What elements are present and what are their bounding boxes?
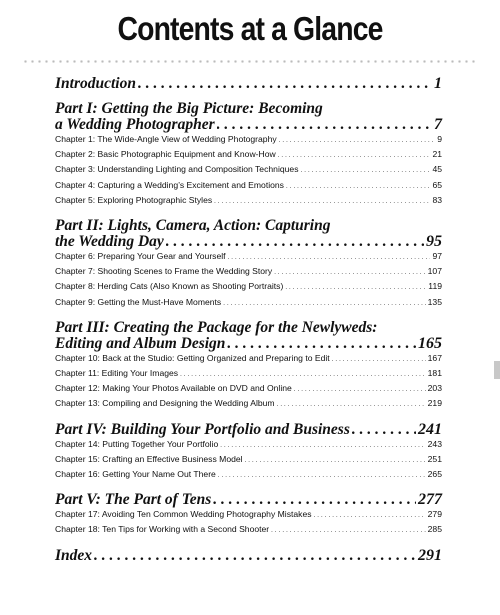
- toc-entry-introduction[interactable]: [55, 76, 442, 92]
- page-number: 181: [427, 368, 442, 379]
- page-number: 45: [432, 164, 442, 175]
- chapter-label: Chapter 16: Getting Your Name Out There: [55, 469, 216, 480]
- chapter-label: Chapter 11: Editing Your Images: [55, 368, 179, 379]
- page-number: 243: [427, 438, 442, 449]
- part-heading-final-line[interactable]: [55, 492, 442, 508]
- chapter-entry[interactable]: [55, 163, 442, 178]
- dot-leader: [285, 280, 426, 295]
- chapter-entry[interactable]: [55, 280, 442, 295]
- page-number: 1: [434, 75, 442, 92]
- dot-leader: [228, 250, 431, 265]
- chapter-entry[interactable]: [55, 468, 442, 483]
- dot-leader: [352, 422, 416, 438]
- dot-leader: [279, 133, 436, 148]
- chapter-entry[interactable]: [55, 367, 442, 382]
- part-heading-line[interactable]: Part I: Getting the Big Picture: Becoming: [55, 100, 323, 117]
- table-of-contents: [55, 72, 442, 564]
- chapter-entry[interactable]: [55, 397, 442, 412]
- dot-leader: [332, 352, 426, 367]
- chapter-entry[interactable]: [55, 352, 442, 367]
- dot-leader: [245, 453, 426, 468]
- chapter-label: Chapter 3: Understanding Lighting and Composition Techniques: [55, 164, 299, 175]
- chapter-label: Chapter 7: Shooting Scenes to Frame the Wedding Story: [55, 266, 273, 277]
- dot-leader: [223, 296, 425, 311]
- chapter-label: Chapter 8: Herding Cats (Also Known as Shooting Portraits): [55, 281, 284, 292]
- dot-leader: [274, 265, 425, 280]
- chapter-entry[interactable]: [55, 250, 442, 265]
- dot-leader: [271, 523, 425, 538]
- dot-leader: [278, 148, 431, 163]
- chapter-entry[interactable]: [55, 296, 442, 311]
- chapter-label: Chapter 6: Preparing Your Gear and Yourself: [55, 251, 226, 262]
- chapter-entry[interactable]: [55, 438, 442, 453]
- page-title: Contents at a Glance: [117, 10, 383, 47]
- chapter-entry[interactable]: [55, 148, 442, 163]
- dot-leader: [180, 367, 426, 382]
- toc-part-5: [55, 492, 442, 538]
- page-number: 203: [427, 383, 442, 394]
- page-number: 97: [432, 251, 442, 262]
- chapter-label: Chapter 12: Making Your Photos Available on DVD and Online: [55, 383, 292, 394]
- chapter-entry[interactable]: [55, 179, 442, 194]
- page-number: 83: [432, 194, 442, 205]
- entry-label: the Wedding Day: [55, 233, 164, 251]
- page-number: 265: [427, 469, 442, 480]
- page-number: 285: [427, 524, 442, 535]
- dot-leader: [138, 76, 432, 92]
- dot-leader: [314, 508, 426, 523]
- page-number: 135: [427, 296, 442, 307]
- toc-part-1: [55, 101, 442, 209]
- part-heading-final-line[interactable]: [55, 422, 442, 438]
- page-number: 219: [427, 398, 442, 409]
- page-number: 241: [418, 420, 442, 438]
- chapter-label: Chapter 5: Exploring Photographic Styles: [55, 194, 213, 205]
- chapter-label: Chapter 2: Basic Photographic Equipment and Know-How: [55, 149, 276, 160]
- chapter-label: Chapter 4: Capturing a Wedding’s Excitement and Emotions: [55, 179, 284, 190]
- page-number: 167: [427, 352, 442, 363]
- chapter-entry[interactable]: [55, 133, 442, 148]
- entry-label: a Wedding Photographer: [55, 116, 215, 133]
- toc-part-4: [55, 422, 442, 484]
- entry-label: Index: [55, 546, 93, 564]
- dot-leader: [294, 382, 426, 397]
- part-heading-line[interactable]: Part III: Creating the Package for the Newlyweds:: [55, 318, 378, 336]
- part-heading-final-line[interactable]: [55, 336, 442, 352]
- entry-label: Editing and Album Design: [55, 334, 226, 352]
- dot-leader: [286, 179, 430, 194]
- toc-part-3: [55, 320, 442, 413]
- dotted-divider: [22, 60, 478, 63]
- page-number: 291: [418, 546, 442, 564]
- page-number: 165: [418, 334, 442, 352]
- chapter-label: Chapter 1: The Wide-Angle View of Wedding Photography: [55, 134, 277, 144]
- chapter-label: Chapter 9: Getting the Must-Have Moments: [55, 296, 222, 307]
- chapter-entry[interactable]: [55, 523, 442, 538]
- chapter-entry[interactable]: [55, 194, 442, 209]
- page-number: 21: [432, 149, 442, 160]
- page-number: 95: [426, 233, 442, 251]
- chapter-entry[interactable]: [55, 453, 442, 468]
- dot-leader: [214, 194, 430, 209]
- dot-leader: [166, 234, 424, 250]
- page-number: 9: [437, 134, 442, 144]
- page-number: 279: [427, 509, 442, 520]
- chapter-label: Chapter 17: Avoiding Ten Common Wedding Photography Mistakes: [55, 509, 312, 520]
- part-heading-final-line[interactable]: [55, 117, 442, 133]
- page-number: 7: [434, 116, 442, 133]
- page-number: 65: [432, 179, 442, 190]
- dot-leader: [94, 548, 416, 564]
- chapter-entry[interactable]: [55, 382, 442, 397]
- dot-leader: [213, 492, 416, 508]
- page-number: 119: [428, 281, 442, 292]
- chapter-label: Chapter 18: Ten Tips for Working with a Second Shooter: [55, 524, 270, 535]
- chapter-label: Chapter 13: Compiling and Designing the Wedding Album: [55, 398, 275, 409]
- part-heading-line[interactable]: Part II: Lights, Camera, Action: Capturing: [55, 217, 331, 235]
- toc-entry-index[interactable]: [55, 548, 442, 564]
- dot-leader: [218, 468, 426, 483]
- chapter-label: Chapter 10: Back at the Studio: Getting Organized and Preparing to Edit: [55, 352, 330, 363]
- page-number: 277: [418, 491, 442, 509]
- page-number: 107: [427, 266, 442, 277]
- page-edge-tab-marker: [494, 361, 500, 379]
- dot-leader: [301, 163, 431, 178]
- entry-label: Part IV: Building Your Portfolio and Business: [55, 420, 350, 438]
- chapter-label: Chapter 14: Putting Together Your Portfolio: [55, 438, 219, 449]
- toc-part-2: [55, 218, 442, 311]
- chapter-entry[interactable]: [55, 265, 442, 280]
- dot-leader: [220, 438, 425, 453]
- dot-leader: [217, 117, 432, 133]
- dot-leader: [277, 397, 426, 412]
- entry-label: Introduction: [55, 75, 136, 92]
- entry-label: Part V: The Part of Tens: [55, 491, 212, 509]
- page-number: 251: [427, 453, 442, 464]
- part-heading-final-line[interactable]: [55, 234, 442, 250]
- chapter-label: Chapter 15: Crafting an Effective Business Model: [55, 453, 243, 464]
- dot-leader: [227, 336, 416, 352]
- chapter-entry[interactable]: [55, 508, 442, 523]
